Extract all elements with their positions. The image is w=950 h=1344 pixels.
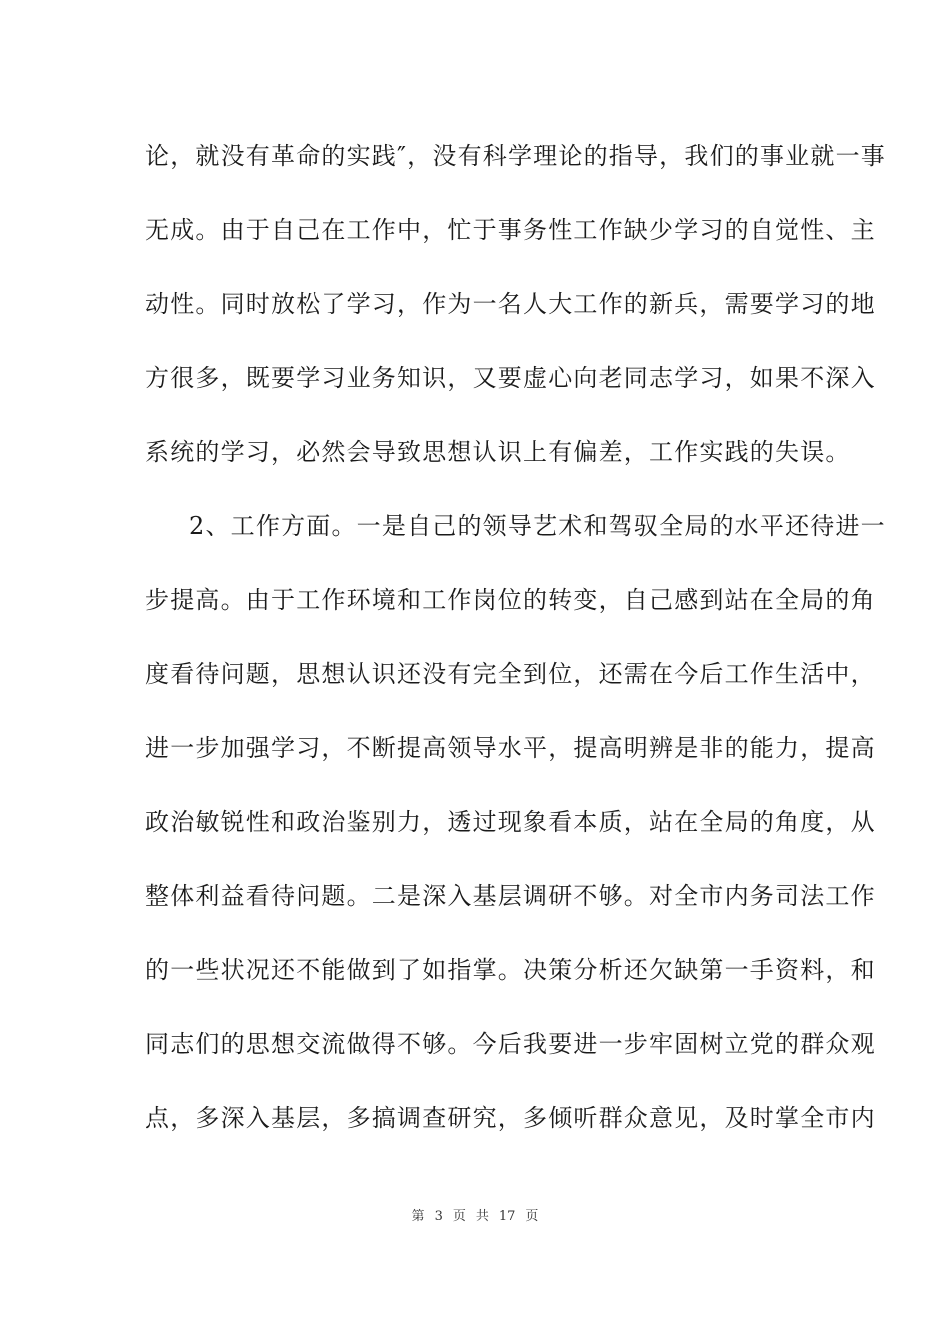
text-line: 进一步加强学习，不断提高领导水平，提高明辨是非的能力，提高 <box>145 734 876 762</box>
page-footer <box>0 1208 950 1226</box>
text-line: 方很多，既要学习业务知识，又要虚心向老同志学习，如果不深入 <box>145 364 876 392</box>
footer-prefix: 第 <box>411 1209 425 1224</box>
text-line: 无成。由于自己在工作中，忙于事务性工作缺少学习的自觉性、主 <box>145 216 876 244</box>
text-line: 点，多深入基层，多搞调查研究，多倾听群众意见，及时掌全市内 <box>145 1104 876 1132</box>
text-line: 整体利益看待问题。二是深入基层调研不够。对全市内务司法工作 <box>145 882 876 910</box>
paragraph-first-line: 2、工作方面。一是自己的领导艺术和驾驭全局的水平还待进一 <box>189 512 886 540</box>
footer-page-label: 页 <box>452 1209 466 1224</box>
text-line: 同志们的思想交流做得不够。今后我要进一步牢固树立党的群众观 <box>145 1030 876 1058</box>
text-line: 的一些状况还不能做到了如指掌。决策分析还欠缺第一手资料，和 <box>145 956 876 984</box>
footer-suffix: 页 <box>525 1209 539 1224</box>
footer-total-pages: 17 <box>498 1209 516 1224</box>
text-line: 政治敏锐性和政治鉴别力，透过现象看本质，站在全局的角度，从 <box>145 808 876 836</box>
text-line: 系统的学习，必然会导致思想认识上有偏差，工作实践的失误。 <box>145 438 851 466</box>
footer-total-label: 共 <box>475 1209 489 1224</box>
text-line: 步提高。由于工作环境和工作岗位的转变，自己感到站在全局的角 <box>145 586 876 614</box>
footer-page-number: 3 <box>434 1209 443 1224</box>
text-line: 论，就没有革命的实践″，没有科学理论的指导，我们的事业就一事 <box>145 142 886 170</box>
text-line: 度看待问题，思想认识还没有完全到位，还需在今后工作生活中， <box>145 660 876 688</box>
text-line: 动性。同时放松了学习，作为一名人大工作的新兵，需要学习的地 <box>145 290 876 318</box>
